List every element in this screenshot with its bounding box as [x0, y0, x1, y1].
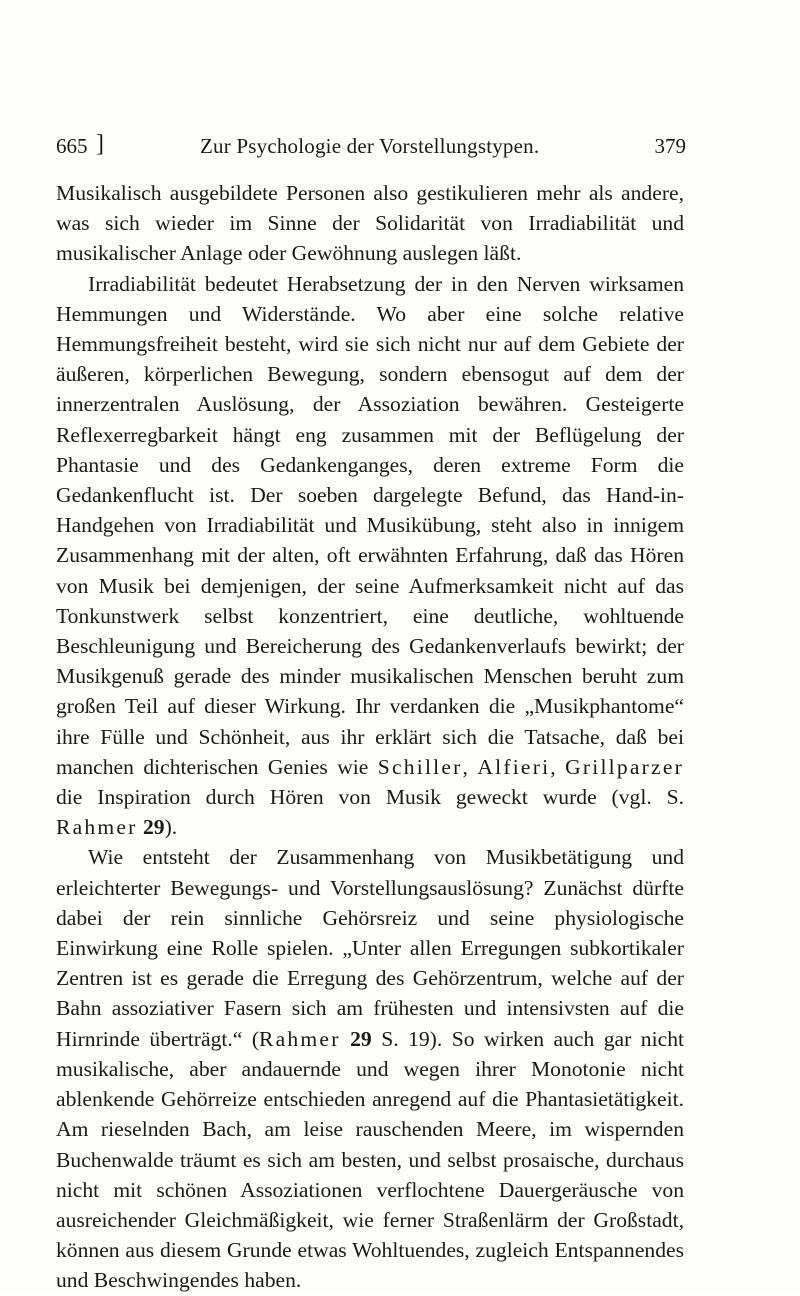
running-title: Zur Psychologie der Vorstellungstypen.	[200, 134, 540, 158]
running-head	[56, 131, 686, 161]
text-run: Wie entsteht der Zusammenhang von Musikbetätigung und erleichterter Bewegungs- und Vorstellungsauslösung? Zunächst dürfte dabei der rein sinnliche Gehörsreiz und seine physiologische Einwirkung eine Rolle spielen. „Unter allen Erregungen subkortikaler Zentren ist es gerade die Erregung des Gehörzentrum, welche auf der Bahn assoziativer Fasern sich am frühesten und intensivsten auf die Hirnrinde überträgt.“ (	[56, 845, 684, 1051]
paragraph	[56, 178, 684, 269]
spaced-name: Alfieri	[477, 754, 551, 779]
paragraph	[56, 269, 684, 843]
spaced-name: Rahmer	[259, 1026, 341, 1051]
text-run: ).	[164, 815, 178, 840]
text-run: Musikalisch ausgebildete Personen also gestikulieren mehr als andere, was sich wieder im Sinne der Solidarität von Irradiabilität und musikalischer Anlage oder Gewöhnung auslegen läßt.	[56, 181, 684, 266]
paragraph	[56, 842, 684, 1295]
reference-number: 29	[350, 1026, 372, 1051]
section-bracket: ]	[96, 131, 104, 157]
text-run: S. 19). So wirken auch gar nicht musikalische, aber andauernde und wegen ihrer Monotonie nicht ablenkende Gehörreize entschieden anregend auf die Phantasietätigkeit. Am rieselnden Bach, am leise rauschenden Meere, im wispernden Buchenwalde träumt es sich am besten, und selbst prosaische, durchaus nicht mit schönen Assoziationen verflochtene Dauergeräusche von ausreichender Gleichmäßigkeit, wie ferner Straßenlärm der Großstadt, können aus diesem Grunde etwas Wohltuendes, zugleich Entspannendes und Beschwingendes haben.	[56, 1026, 684, 1293]
spaced-name: Rahmer	[56, 815, 138, 840]
spaced-name: Grillparzer	[565, 754, 685, 779]
text-run: ,	[550, 754, 566, 779]
page-number: 379	[654, 134, 686, 158]
reference-number: 29	[142, 815, 165, 840]
text-run: die Inspiration durch Hören von Musik geweckt wurde (vgl. S.	[56, 785, 684, 810]
body-text	[56, 178, 684, 1296]
section-number: 665	[56, 134, 88, 158]
text-run: Irradiabilität bedeutet Herabsetzung der in den Nerven wirksamen Hemmungen und Widerstände. Wo aber eine solche relative Hemmungsfreiheit besteht, wird sie sich nicht nur auf dem Gebiete der äußeren, körperlichen Bewegung, sondern ebensogut auf dem der innerzentralen Auslösung, der Assoziation bewähren. Gesteigerte Reflexerregbarkeit hängt eng zusammen mit der Beflügelung der Phantasie und des Gedankenganges, deren extreme Form die Gedankenflucht ist. Der soeben dargelegte Befund, das Hand-in-Handgehen von Irradiabilität und Musikübung, steht also in innigem Zusammenhang mit der alten, oft erwähnten Erfahrung, daß das Hören von Musik bei demjenigen, der seine Aufmerksamkeit nicht auf das Tonkunstwerk selbst konzentriert, eine deutliche, wohltuende Beschleunigung und Bereicherung des Gedankenverlaufs bewirkt; der Musikgenuß gerade des minder musikalischen Menschen beruht zum großen Teil auf dieser Wirkung. Ihr verdanken die „Musikphantome“ ihre Fülle und Schönheit, aus ihr erklärt sich die Tatsache, daß bei manchen dichterischen Genies wie	[56, 271, 684, 779]
text-run: ,	[462, 754, 478, 779]
spaced-name: Schiller	[377, 754, 463, 779]
text-run	[341, 1027, 351, 1051]
